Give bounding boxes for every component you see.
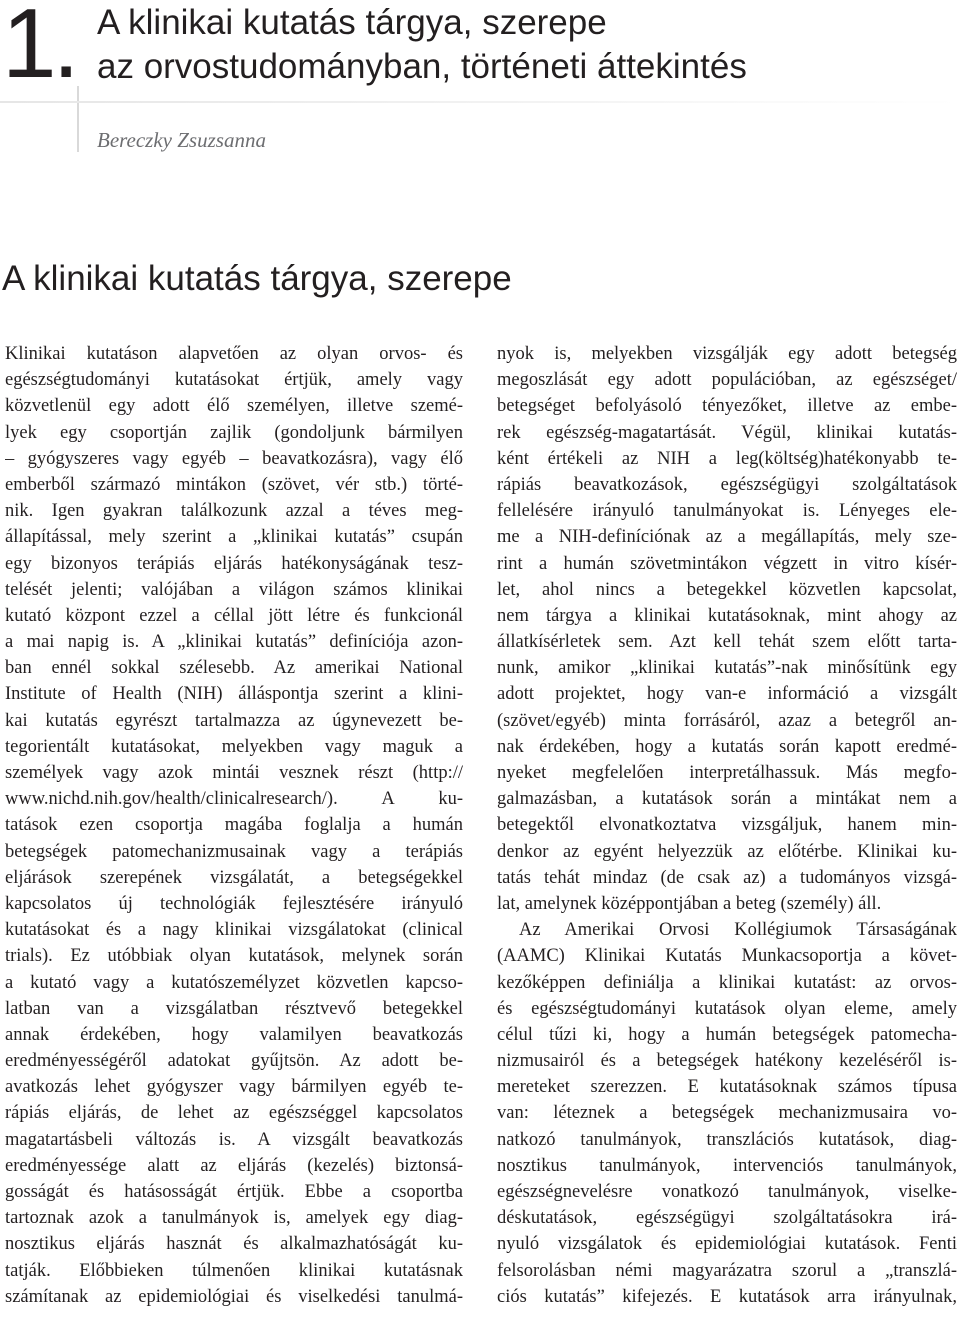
- text-line: ként értékeli az NIH a leg(költség)hatékonyabb te-: [497, 448, 957, 469]
- body-column-right: [497, 341, 957, 1310]
- text-line: www.nichd.nih.gov/health/clinicalresearch/). A ku-: [5, 789, 463, 810]
- text-line: egészségnevelésre vonatkozó tanulmányok, viselke-: [497, 1182, 957, 1202]
- text-line: lat, amelynek középpontjában a beteg (személy) áll.: [497, 893, 882, 914]
- decorative-rule-horizontal: [0, 101, 960, 103]
- text-line: trials). Ez utóbbiak olyan kutatások, melynek során: [5, 946, 463, 967]
- text-line: galmazásban, a kutatások során a mintákat nem a: [497, 789, 957, 810]
- text-line: kai kutatás egyrészt tartalmazza az úgynevezett be-: [5, 710, 463, 731]
- text-line: adott projektet, hogy van-e információ a vizsgált: [497, 684, 957, 705]
- text-line: nosztikus eljárás hasznát és alkalmazhatóságát ku-: [5, 1234, 463, 1255]
- text-line: rápiás beavatkozások, egészségügyi szolgáltatások: [497, 474, 957, 495]
- text-line: nem tárgya a klinikai kutatásoknak, mint ahogy az: [497, 605, 957, 626]
- text-line: kezőképpen definiálja a klinikai kutatást: az orvos-: [497, 972, 957, 993]
- text-line: kutatásokat és a nagy klinikai vizsgálatokat (clinical: [5, 920, 463, 941]
- text-line: közvetlenül egy adott élő személyen, illetve szemé-: [5, 396, 463, 417]
- text-line: eljárások szerepének vizsgálatát, a betegségekkel: [5, 867, 463, 888]
- text-line: – gyógyszeres vagy egyéb – beavatkozásra), vagy élő: [5, 448, 463, 469]
- text-line: a mai napig is. A „klinikai kutatás” definíciója azon-: [5, 632, 463, 653]
- text-line: telését jelenti; valójában a világon számos klinikai: [5, 579, 463, 600]
- text-line: me a NIH-definíciónak az a megállapítás, mely sze-: [497, 527, 957, 548]
- text-line: számítanak az epidemiológiai és viselkedési tanulmá-: [5, 1286, 463, 1307]
- text-line: (AAMC) Klinikai Kutatás Munkacsoportja a követ-: [497, 946, 957, 967]
- body-column-left: [5, 341, 463, 1310]
- text-line: nak érdekében, hogy a kutatás során kapott eredmé-: [497, 736, 957, 757]
- decorative-rule-vertical: [77, 86, 79, 152]
- text-line: tegorientált kutatásokat, melyekben vagy maguk a: [5, 736, 463, 757]
- text-line: eredményessége alatt az eljárás (kezelés) biztonsá-: [5, 1155, 463, 1176]
- text-line: betegektől elvonatkoztatva vizsgáljuk, hanem min-: [497, 815, 957, 836]
- text-line: ban ennél sokkal szélesebb. Az amerikai National: [5, 658, 463, 679]
- chapter-title-line-2: az orvostudományban, történeti áttekintés: [97, 47, 747, 86]
- text-line: ciós kutatás” kifejezés. E kutatások arra irányulnak,: [497, 1286, 957, 1307]
- text-line: gosságát és hatásosságát értjük. Ebbe a csoportba: [5, 1182, 463, 1202]
- text-line: mereteket szerezzen. E kutatásoknak számos típusa: [497, 1077, 957, 1098]
- text-line: let, ahol nincs a betegekkel közvetlen kapcsolat,: [497, 579, 957, 600]
- text-line: lyek egy csoportján zajlik (gondoljunk bármilyen: [5, 422, 463, 443]
- text-line: (szövet/egyéb) minta forrásáról, azaz a betegről an-: [497, 710, 957, 731]
- text-line: fellelésére irányuló tanulmányokat is. Lényeges ele-: [497, 501, 957, 522]
- text-line: tatás tehát mindaz (de csak az) a tudományos vizsgá-: [497, 867, 957, 888]
- text-line: célul tűzi ki, hogy a humán betegségek patomecha-: [497, 1024, 957, 1045]
- text-line: rek egészség-magatartását. Végül, klinikai kutatás-: [497, 422, 957, 443]
- text-line: eredményességéről adatokat gyűjtsön. Az adott be-: [5, 1051, 463, 1072]
- author-name: Bereczky Zsuzsanna: [97, 128, 266, 152]
- text-line: nyuló vizsgálatok és epidemiológiai kutatások. Fenti: [497, 1234, 957, 1255]
- text-line: megoszlását egy adott populációban, az egészséget/: [497, 370, 957, 391]
- text-line: magatartásbeli változás is. A vizsgált beavatkozás: [5, 1129, 463, 1150]
- chapter-title-line-1: A klinikai kutatás tárgya, szerepe: [97, 3, 607, 42]
- text-line: egészségtudományi kutatásokat értjük, amely vagy: [5, 370, 463, 391]
- text-line: latban van a vizsgálatban résztvevő betegekkel: [5, 998, 463, 1019]
- text-line: betegséget befolyásoló tényezőket, illetve az embe-: [497, 396, 957, 417]
- text-line: déskutatások, egészségügyi szolgáltatásokra irá-: [497, 1208, 957, 1229]
- text-line: tatják. Előbbieken túlmenően klinikai kutatásnak: [5, 1260, 463, 1281]
- text-line: avatkozás lehet gyógyszer vagy bármilyen egyéb te-: [5, 1077, 463, 1098]
- text-line: nosztikus tanulmányok, intervenciós tanulmányok,: [497, 1155, 957, 1176]
- text-line: annak érdekében, hogy valamilyen beavatkozás: [5, 1024, 463, 1045]
- text-line: kapcsolatos új technológiák fejlesztésére irányuló: [5, 893, 463, 914]
- text-line: natkozó tanulmányok, transzlációs kutatások, diag-: [497, 1129, 957, 1150]
- text-line: betegségek patomechanizmusainak vagy a terápiás: [5, 841, 463, 862]
- text-line: rint a humán szövetmintákon végzett in vitro kísér-: [497, 553, 957, 574]
- text-line: emberből származó mintákon (szövet, vér stb.) törté-: [5, 474, 463, 495]
- text-line: nyok is, melyekben vizsgálják egy adott betegség: [497, 344, 957, 364]
- text-line: a kutató vagy a kutatószemélyzet közvetlen kapcso-: [5, 972, 463, 993]
- chapter-number: 1.: [2, 0, 76, 98]
- text-line: nyeket megfelelően interpretálhassuk. Más megfo-: [497, 763, 957, 783]
- section-heading: A klinikai kutatás tárgya, szerepe: [2, 259, 512, 298]
- text-line: Az Amerikai Orvosi Kollégiumok Társaságának: [519, 920, 957, 941]
- text-line: nunk, amikor „klinikai kutatás”-nak minősítünk egy: [497, 658, 957, 679]
- text-line: állatkísérletek sem. Azt kell tehát szem előtt tarta-: [497, 632, 957, 653]
- text-line: tartoznak azok a tanulmányok is, amelyek egy diag-: [5, 1208, 463, 1229]
- text-line: Institute of Health (NIH) álláspontja szerint a klini-: [5, 684, 463, 705]
- text-line: denkor az egyént helyezzük az előtérbe. Klinikai ku-: [497, 841, 957, 862]
- text-line: tatások ezen csoportja magába foglalja a humán: [5, 815, 463, 836]
- text-line: van: léteznek a betegségek mechanizmusaira vo-: [497, 1103, 957, 1124]
- chapter-title: [97, 1, 957, 89]
- text-line: kutató központ ezzel a céllal jött létre és funkcionál: [5, 605, 463, 626]
- text-line: nik. Igen gyakran találkozunk azzal a téves meg-: [5, 501, 463, 522]
- text-line: felsorolásban némi magyarázatra szorul a „transzlá-: [497, 1260, 957, 1281]
- text-line: személyek vagy azok mintái vesznek részt (http://: [5, 763, 463, 783]
- text-line: Klinikai kutatáson alapvetően az olyan orvos- és: [5, 344, 463, 364]
- text-line: egy bizonyos terápiás eljárás hatékonyságának tesz-: [5, 553, 463, 574]
- text-line: rápiás eljárás, de lehet az egészséggel kapcsolatos: [5, 1103, 463, 1124]
- text-line: és egészségtudományi kutatások olyan eleme, amely: [497, 998, 957, 1019]
- text-line: állapítással, mely szerint a „klinikai kutatás” csupán: [5, 527, 463, 548]
- text-line: nizmusairól és a betegségek hatékony kezeléséről is-: [497, 1051, 957, 1072]
